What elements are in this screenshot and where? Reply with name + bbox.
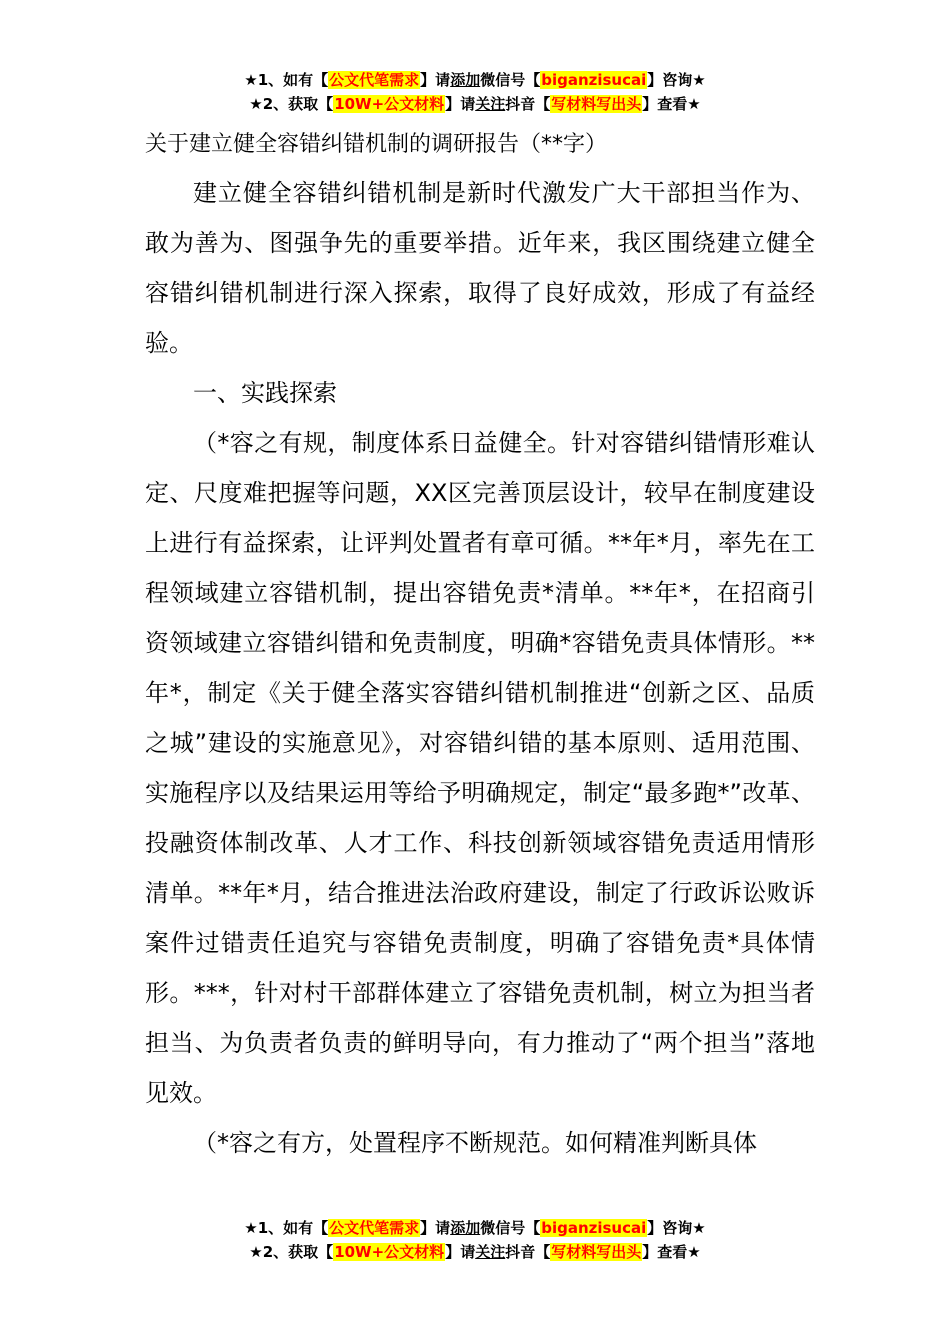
document-body <box>145 122 815 1168</box>
promo-underlined-text: 关注 <box>475 95 506 113</box>
promo-text: 】咨询★ <box>647 1219 706 1237</box>
promo-text: ★2、获取【 <box>249 95 334 113</box>
promo-text: ★1、如有【 <box>244 1219 329 1237</box>
promo-highlight: 写材料写出头 <box>551 95 642 113</box>
section-heading: 一、实践探索 <box>193 379 337 407</box>
promo-text: 】请 <box>420 71 451 89</box>
paragraph-body: （*容之有规，制度体系日益健全。针对容错纠错情形难认定、尺度难把握等问题，XX区完善顶层设计，较早在制度建设上进行有益探索，让评判处置者有章可循。**年*月，率先在工程领域建立容错机制，提出容错免责*清单。**年*，在招商引资领域建立容错纠错和免责制度，明确*容错免责具体情形。**年*，制定《关于健全落实容错纠错机制推进“创新之区、品质之城”建设的实施意见》，对容错纠错的基本原则、适用范围、实施程序以及结果运用等给予明确规定，制定“最多跑*”改革、投融资体制改革、人才工作、科技创新领域容错免责适用情形清单。**年*月，结合推进法治政府建设，制定了行政诉讼败诉案件过错责任追究与容错免责制度，明确了容错免责*具体情形。***，针对村干部群体建立了容错免责机制，树立为担当者担当、为负责者负责的鲜明导向，有力推动了“两个担当”落地见效。 <box>145 429 815 1107</box>
promo-highlight: 公文代笔需求 <box>329 1219 420 1237</box>
promo-text: 】查看★ <box>642 1243 701 1261</box>
promo-highlight: biganzisucai <box>541 1219 647 1237</box>
promo-text: 微信号【 <box>480 71 541 89</box>
promo-text: 】咨询★ <box>647 71 706 89</box>
promo-text: 】请 <box>420 1219 451 1237</box>
document-title: 关于建立健全容错纠错机制的调研报告（**字） <box>145 132 608 157</box>
promo-text: 抖音【 <box>505 95 551 113</box>
promo-highlight: 写材料写出头 <box>551 1243 642 1261</box>
paragraph-intro: 建立健全容错纠错机制是新时代激发广大干部担当作为、敢为善为、图强争先的重要举措。近年来，我区围绕建立健全容错纠错机制进行深入探索，取得了良好成效，形成了有益经验。 <box>145 179 815 357</box>
promo-text: ★2、获取【 <box>249 1243 334 1261</box>
promo-text: ★1、如有【 <box>244 71 329 89</box>
promo-text: 】查看★ <box>642 95 701 113</box>
paragraph-continued: （*容之有方，处置程序不断规范。如何精准判断具体 <box>193 1129 757 1157</box>
promo-line-1 <box>0 68 950 92</box>
promo-highlight: 公文代笔需求 <box>329 71 420 89</box>
promo-underlined-text: 添加 <box>450 1219 481 1237</box>
promo-line-2 <box>0 1240 950 1264</box>
promo-line-1 <box>0 1216 950 1240</box>
promo-text: 抖音【 <box>505 1243 551 1261</box>
promo-underlined-text: 添加 <box>450 71 481 89</box>
promo-banner-bottom <box>0 1216 950 1264</box>
promo-text: 微信号【 <box>480 1219 541 1237</box>
promo-highlight: biganzisucai <box>541 71 647 89</box>
promo-underlined-text: 关注 <box>475 1243 506 1261</box>
promo-text: 】请 <box>445 1243 476 1261</box>
promo-text: 】请 <box>445 95 476 113</box>
promo-banner-top <box>0 68 950 116</box>
promo-highlight: 10W+公文材料 <box>334 95 445 113</box>
promo-highlight: 10W+公文材料 <box>334 1243 445 1261</box>
promo-line-2 <box>0 92 950 116</box>
